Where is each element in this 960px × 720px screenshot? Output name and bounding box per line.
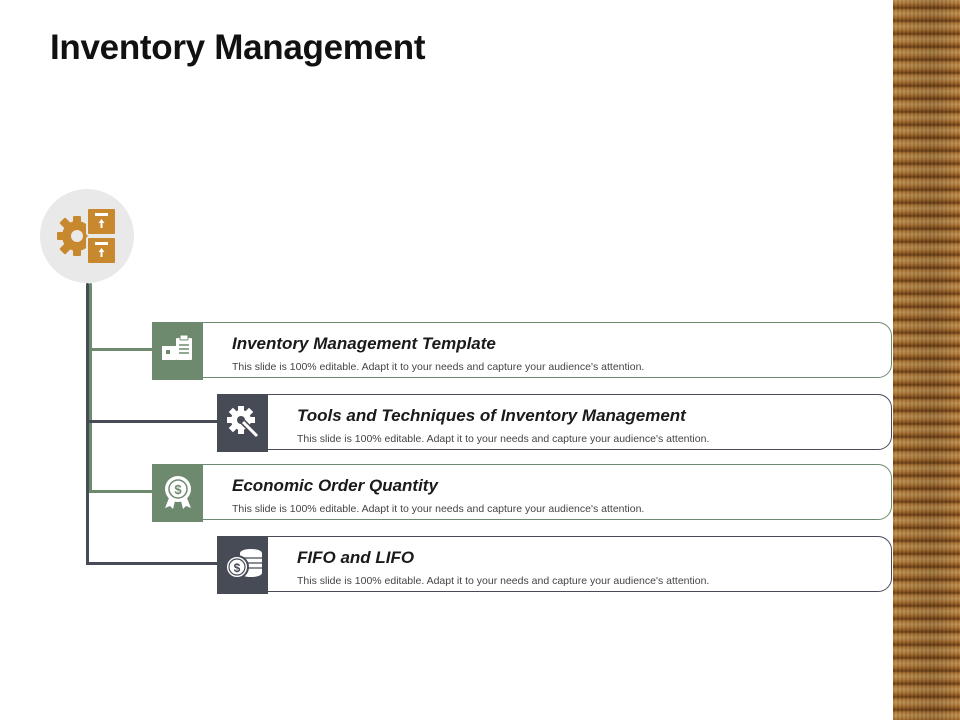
connector-1 xyxy=(89,348,152,351)
coins-stack-icon xyxy=(225,546,265,582)
dollar-badge-icon xyxy=(160,474,196,510)
slide-title: Inventory Management xyxy=(50,28,426,67)
item-description: This slide is 100% editable. Adapt it to your needs and capture your audience's attention. xyxy=(297,433,710,445)
item-icon-box xyxy=(217,536,268,594)
item-description: This slide is 100% editable. Adapt it to your needs and capture your audience's attention. xyxy=(297,575,710,587)
gear-boxes-icon xyxy=(55,204,119,268)
item-icon-box xyxy=(152,464,203,522)
item-card-2 xyxy=(217,394,892,450)
item-card-4 xyxy=(217,536,892,592)
connector-green-vertical xyxy=(89,283,92,493)
item-heading: FIFO and LIFO xyxy=(297,548,415,567)
item-heading: Inventory Management Template xyxy=(232,334,496,353)
connector-4 xyxy=(86,562,217,565)
item-card-3 xyxy=(152,464,892,520)
item-heading: Economic Order Quantity xyxy=(232,476,438,495)
connector-3 xyxy=(89,490,152,493)
stacked-coins-photo xyxy=(893,0,960,720)
item-heading: Tools and Techniques of Inventory Management xyxy=(297,406,686,425)
hub-circle xyxy=(40,189,134,283)
connector-2 xyxy=(86,420,217,423)
item-description: This slide is 100% editable. Adapt it to your needs and capture your audience's attention. xyxy=(232,503,645,515)
svg-text:$: $ xyxy=(233,561,241,575)
item-icon-box xyxy=(217,394,268,452)
item-description: This slide is 100% editable. Adapt it to your needs and capture your audience's attention. xyxy=(232,361,645,373)
item-card-1 xyxy=(152,322,892,378)
clipboard-box-icon xyxy=(160,332,196,368)
item-icon-box xyxy=(152,322,203,380)
svg-text:$: $ xyxy=(174,482,182,497)
gear-wrench-icon xyxy=(225,404,261,440)
